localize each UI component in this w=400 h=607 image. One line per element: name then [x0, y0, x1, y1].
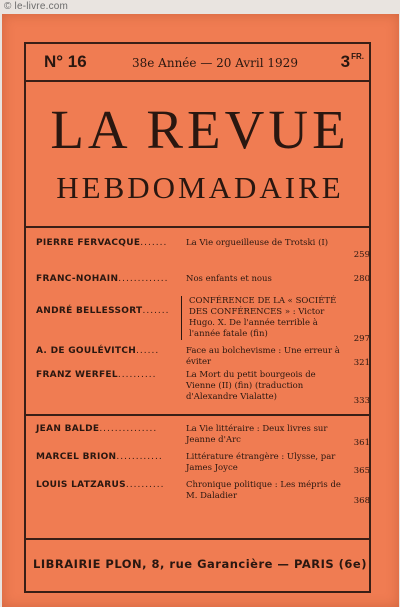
toc-article: La Mort du petit bourgeois de Vienne (II) (fin) (traduction d'Alexandre Vialatte) [186, 370, 316, 402]
toc-entry [36, 296, 370, 342]
toc-entry [36, 370, 370, 406]
toc-author: PIERRE FERVACQUE....... [36, 238, 168, 248]
watermark: © le-livre.com [4, 1, 69, 12]
toc-page: 361 [353, 438, 370, 448]
toc-article: Littérature étrangère : Ulysse, par James Joyce [186, 452, 336, 473]
header-rule [24, 80, 371, 82]
toc-page: 365 [353, 466, 370, 476]
toc-page: 297 [353, 334, 370, 344]
price-value: 3 [340, 52, 351, 71]
footer-rule [24, 538, 371, 540]
toc-author: A. DE GOULÉVITCH...... [36, 346, 160, 356]
toc-page: 259 [353, 250, 370, 260]
issue-header [40, 52, 368, 78]
toc-author: JEAN BALDE............... [36, 424, 158, 434]
toc-author: FRANZ WERFEL.......... [36, 370, 157, 380]
toc-article: CONFÉRENCE DE LA « SOCIÉTÉ DES CONFÉRENCES » : Victor Hugo. X. De l'année terrible à l'année fatale (fin) [189, 296, 337, 339]
toc-entry [36, 452, 370, 476]
toc-page: 333 [353, 396, 370, 406]
issue-date: 38e Année — 20 Avril 1929 [132, 56, 298, 70]
toc-entry [36, 346, 370, 368]
toc-page: 321 [353, 358, 370, 368]
toc-author: LOUIS LATZARUS.......... [36, 480, 165, 490]
toc-bracket [181, 296, 186, 340]
toc-author: ANDRÉ BELLESSORT....... [36, 306, 170, 316]
toc-entry [36, 480, 370, 504]
publisher-footer: LIBRAIRIE PLON, 8, rue Garancière — PARIS (6e) [33, 557, 367, 571]
toc-article: La Vie littéraire : Deux livres sur Jeanne d'Arc [186, 424, 328, 445]
toc-author: MARCEL BRION............ [36, 452, 163, 462]
section-rule [24, 414, 371, 416]
toc-article: Face au bolchevisme : Une erreur à éviter [186, 346, 340, 367]
issue-price [341, 52, 364, 72]
toc-article: Nos enfants et nous [186, 274, 272, 284]
toc-page: 368 [353, 496, 370, 506]
toc-article: La Vie orgueilleuse de Trotski (I) [186, 238, 329, 248]
toc-page: 280 [353, 274, 370, 284]
price-unit: FR. [351, 52, 364, 61]
toc-article: Chronique politique : Les mépris de M. Daladier [186, 480, 341, 501]
toc-author: FRANC-NOHAIN............. [36, 274, 169, 284]
issue-number: N° 16 [44, 52, 87, 71]
magazine-title: LA REVUE [50, 99, 350, 160]
toc-entry [36, 274, 370, 288]
toc-entry [36, 424, 370, 448]
toc-entry [36, 238, 370, 262]
magazine-subtitle: HEBDOMADAIRE [56, 170, 344, 205]
title-rule [24, 226, 371, 228]
